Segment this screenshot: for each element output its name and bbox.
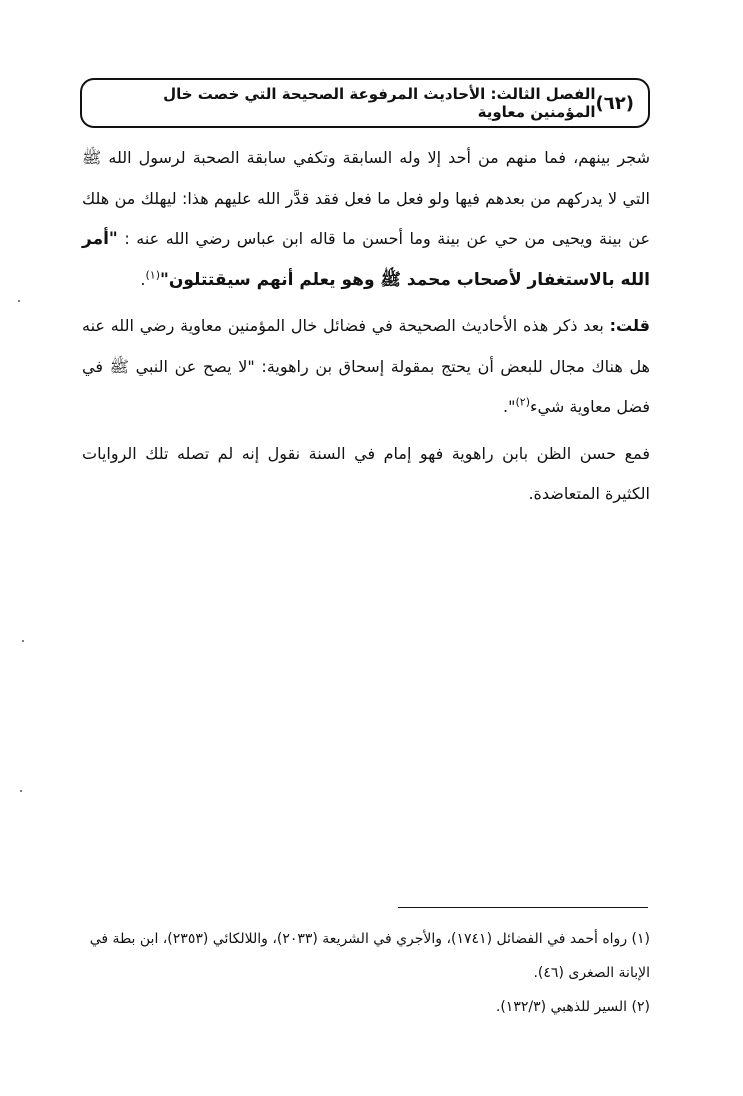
footnote-2: (٢) السير للذهبي (١٣٢/٣).	[495, 999, 650, 1015]
ibn-abbas-quote: "أمر الله بالاستغفار لأصحاب محمد ﷺ وهو يعلم أنهم سيقتتلون"	[82, 229, 650, 290]
page-number: (٦٢)	[595, 92, 634, 114]
paragraph-1-text: شجر بينهم، فما منهم من أحد إلا وله السابقة وتكفي سابقة الصحبة لرسول الله ﷺ التي لا يدركهم من بعدهم فيها ولو فعل ما فعل فقد قدَّر الله عليهم هذا: ليهلك من هلك عن بينة ويحيى من حي عن بينة وما أحسن ما قاله ابن عباس رضي الله عنه :	[82, 148, 650, 248]
paragraph-2-end: ".	[503, 397, 516, 416]
paragraph-3-text: فمع حسن الظن بابن راهوية فهو إمام في السنة نقول إنه لم تصله تلك الروايات الكثيرة المتعاضدة.	[82, 443, 650, 503]
footnotes	[82, 922, 650, 1024]
paragraph-3	[82, 434, 650, 515]
footnote-ref-2: (٢)	[515, 395, 530, 409]
footnote-1: (١) رواه أحمد في الفضائل (١٧٤١)، والأجري في الشريعة (٢٠٣٣)، واللالكائي (٢٣٥٣)، ابن بطة في الإبانة الصغرى (٤٦).	[89, 931, 650, 981]
paragraph-2	[82, 306, 650, 428]
scan-speck	[22, 640, 24, 642]
footnote-divider	[398, 907, 648, 908]
paragraph-2-text: بعد ذكر هذه الأحاديث الصحيحة في فضائل خال المؤمنين معاوية رضي الله عنه هل هناك مجال للبعض أن يحتج بمقولة إسحاق بن راهوية: "لا يصح عن النبي ﷺ في فضل معاوية شيء	[82, 316, 650, 416]
main-text	[82, 138, 650, 521]
scan-speck	[18, 300, 20, 302]
paragraph-1-end: .	[140, 269, 146, 289]
paragraph-1	[82, 138, 650, 300]
paragraph-2-lead: قلت:	[609, 316, 650, 335]
chapter-title: الفصل الثالث: الأحاديث المرفوعة الصحيحة التي خصت خال المؤمنين معاوية	[163, 85, 596, 121]
scan-speck	[20, 790, 22, 792]
page-header	[80, 78, 650, 128]
footnote-ref-1: (١)	[145, 268, 160, 282]
